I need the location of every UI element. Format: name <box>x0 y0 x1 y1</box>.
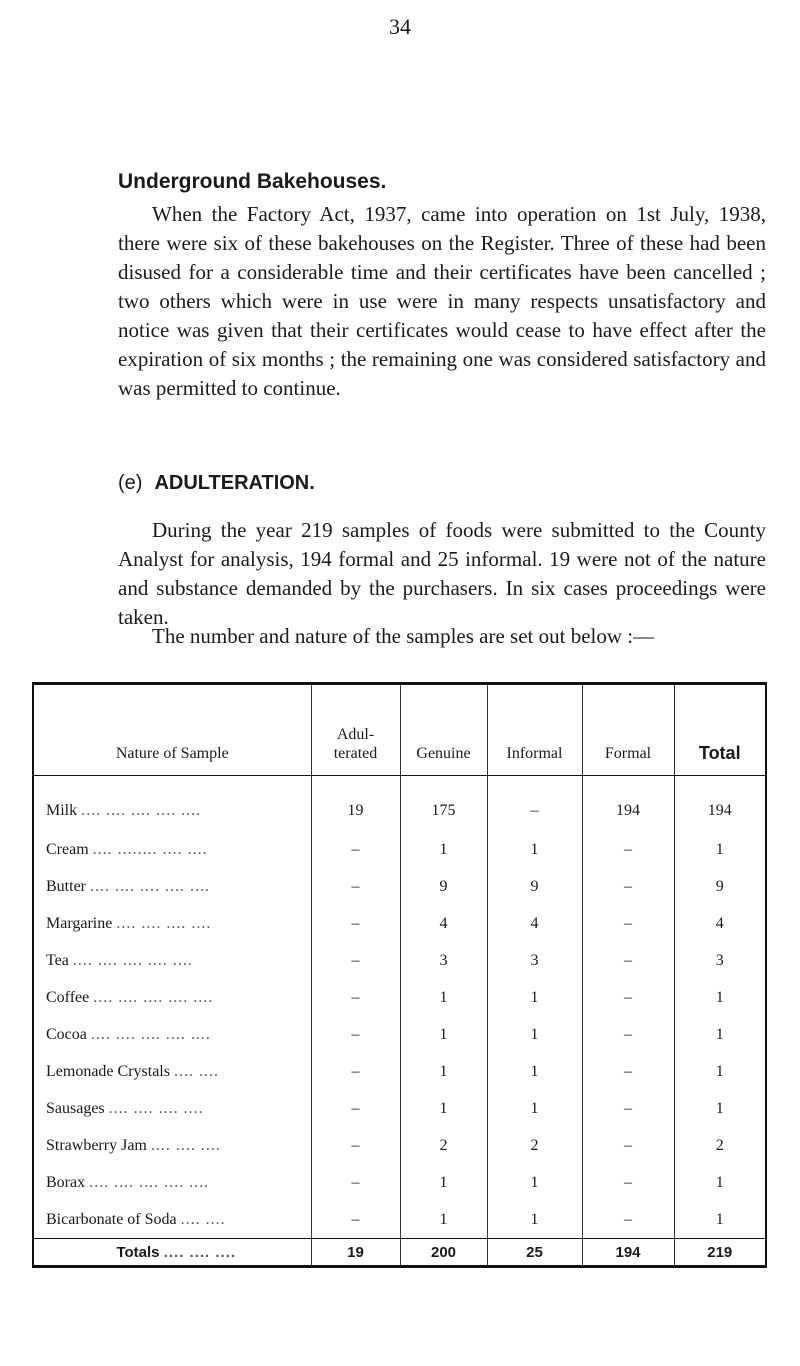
totals-leader: .... .... .... <box>163 1243 237 1261</box>
cell-genuine: 1 <box>400 831 487 868</box>
sample-name-cell <box>33 979 311 1016</box>
cell-informal: – <box>487 776 582 832</box>
bakehouses-paragraph: When the Factory Act, 1937, came into operation on 1st July, 1938, there were six of these bakehouses on the Register. Three of these had been disused for a considerable time and their certificates have been cancelled ; two others which were in use were in many respects unsatisfactory and notice was given that their certificates would cease to have effect after the expiration of six months ; the remaining one was considered satisfactory and was permitted to continue. <box>118 202 766 400</box>
dot-leader: .... .... .... .... .... <box>90 877 210 895</box>
cell-adulterated: – <box>311 868 400 905</box>
table-row <box>33 868 766 905</box>
dot-leader: .... .... .... .... .... <box>81 801 202 819</box>
totals-adulterated: 19 <box>311 1239 400 1267</box>
sample-name-cell <box>33 1053 311 1090</box>
header-formal: Formal <box>582 684 674 776</box>
cell-formal: – <box>582 1164 674 1201</box>
table-row <box>33 831 766 868</box>
cell-formal: – <box>582 1201 674 1239</box>
dot-leader: .... .... .... .... .... <box>93 988 214 1006</box>
table-header-row <box>33 684 766 776</box>
cell-informal: 3 <box>487 942 582 979</box>
cell-genuine: 3 <box>400 942 487 979</box>
dot-leader: .... .... <box>173 1062 219 1080</box>
totals-informal: 25 <box>487 1239 582 1267</box>
header-genuine: Genuine <box>400 684 487 776</box>
header-adulterated <box>311 684 400 776</box>
cell-adulterated: – <box>311 942 400 979</box>
cell-formal: 194 <box>582 776 674 832</box>
dot-leader: .... ........ .... .... <box>92 840 208 858</box>
cell-total: 2 <box>674 1127 766 1164</box>
cell-total: 1 <box>674 1164 766 1201</box>
sample-name-cell <box>33 1127 311 1164</box>
totals-row <box>33 1239 766 1267</box>
sample-name: Tea <box>46 951 69 969</box>
cell-genuine: 1 <box>400 1053 487 1090</box>
sample-name-cell <box>33 831 311 868</box>
cell-total: 4 <box>674 905 766 942</box>
sample-name: Coffee <box>46 988 90 1006</box>
cell-total: 1 <box>674 831 766 868</box>
page-number: 34 <box>389 14 411 39</box>
sample-name-cell <box>33 905 311 942</box>
dot-leader: .... .... .... <box>150 1136 221 1154</box>
cell-informal: 1 <box>487 1090 582 1127</box>
dot-leader: .... .... .... .... <box>108 1099 204 1117</box>
cell-total: 1 <box>674 1201 766 1239</box>
totals-label: Totals <box>116 1243 160 1261</box>
cell-informal: 4 <box>487 905 582 942</box>
sample-name-cell <box>33 868 311 905</box>
table-row <box>33 1053 766 1090</box>
cell-adulterated: – <box>311 1201 400 1239</box>
sample-name-cell <box>33 1201 311 1239</box>
dot-leader: .... .... .... .... .... <box>90 1025 211 1043</box>
cell-genuine: 1 <box>400 1201 487 1239</box>
section-title: ADULTERATION. <box>154 472 315 494</box>
sample-name-cell <box>33 1090 311 1127</box>
sample-name: Borax <box>46 1173 86 1191</box>
cell-genuine: 1 <box>400 1164 487 1201</box>
dot-leader: .... .... .... .... <box>116 914 212 932</box>
table-row <box>33 1090 766 1127</box>
cell-informal: 1 <box>487 831 582 868</box>
cell-informal: 1 <box>487 1201 582 1239</box>
totals-formal: 194 <box>582 1239 674 1267</box>
cell-adulterated: – <box>311 831 400 868</box>
sample-name: Bicarbonate of Soda <box>46 1210 177 1228</box>
header-total: Total <box>674 684 766 776</box>
table-row <box>33 1016 766 1053</box>
cell-formal: – <box>582 1127 674 1164</box>
cell-total: 3 <box>674 942 766 979</box>
section-label: (e) <box>118 472 143 494</box>
sample-name-cell <box>33 942 311 979</box>
sample-name: Margarine <box>46 914 113 932</box>
cell-adulterated: – <box>311 905 400 942</box>
totals-total: 219 <box>674 1239 766 1267</box>
sample-name: Strawberry Jam <box>46 1136 147 1154</box>
sample-name-cell <box>33 1164 311 1201</box>
sample-name: Cream <box>46 840 89 858</box>
header-adulterated-line2: terated <box>333 745 378 762</box>
cell-genuine: 1 <box>400 979 487 1016</box>
totals-label-cell <box>33 1239 311 1267</box>
sample-name: Sausages <box>46 1099 105 1117</box>
sample-name-cell <box>33 776 311 832</box>
cell-adulterated: 19 <box>311 776 400 832</box>
cell-informal: 1 <box>487 979 582 1016</box>
cell-total: 194 <box>674 776 766 832</box>
cell-informal: 1 <box>487 1016 582 1053</box>
table-row <box>33 979 766 1016</box>
cell-formal: – <box>582 1053 674 1090</box>
cell-informal: 2 <box>487 1127 582 1164</box>
cell-total: 1 <box>674 1090 766 1127</box>
table-row <box>33 1201 766 1239</box>
cell-formal: – <box>582 831 674 868</box>
cell-genuine: 175 <box>400 776 487 832</box>
cell-total: 1 <box>674 1053 766 1090</box>
adulteration-heading <box>118 472 315 495</box>
cell-adulterated: – <box>311 1127 400 1164</box>
cell-formal: – <box>582 1090 674 1127</box>
cell-formal: – <box>582 979 674 1016</box>
cell-genuine: 2 <box>400 1127 487 1164</box>
bakehouses-heading: Underground Bakehouses. <box>118 170 387 193</box>
totals-genuine: 200 <box>400 1239 487 1267</box>
sample-name: Cocoa <box>46 1025 87 1043</box>
sample-name-cell <box>33 1016 311 1053</box>
table-row <box>33 1127 766 1164</box>
cell-formal: – <box>582 905 674 942</box>
cell-adulterated: – <box>311 979 400 1016</box>
cell-formal: – <box>582 868 674 905</box>
cell-genuine: 9 <box>400 868 487 905</box>
cell-total: 9 <box>674 868 766 905</box>
cell-genuine: 1 <box>400 1090 487 1127</box>
cell-informal: 1 <box>487 1053 582 1090</box>
dot-leader: .... .... .... .... .... <box>89 1173 210 1191</box>
cell-total: 1 <box>674 979 766 1016</box>
sample-name: Lemonade Crystals <box>46 1062 170 1080</box>
sample-name: Milk <box>46 801 78 819</box>
table-row <box>33 905 766 942</box>
samples-intro: The number and nature of the samples are set out below :— <box>152 624 655 648</box>
cell-adulterated: – <box>311 1053 400 1090</box>
cell-adulterated: – <box>311 1164 400 1201</box>
cell-informal: 1 <box>487 1164 582 1201</box>
table-row <box>33 1164 766 1201</box>
cell-adulterated: – <box>311 1016 400 1053</box>
cell-total: 1 <box>674 1016 766 1053</box>
adulteration-paragraph: During the year 219 samples of foods were submitted to the County Analyst for analysis, 194 formal and 25 informal. 19 were not of the nature and substance demanded by the purchasers. In six cases proceedings were taken. <box>118 518 766 629</box>
cell-genuine: 4 <box>400 905 487 942</box>
table-row <box>33 776 766 832</box>
table-row <box>33 942 766 979</box>
samples-table <box>32 682 767 1268</box>
dot-leader: .... .... .... .... .... <box>72 951 193 969</box>
cell-formal: – <box>582 942 674 979</box>
cell-informal: 9 <box>487 868 582 905</box>
header-adulterated-line1: Adul- <box>336 726 375 743</box>
cell-formal: – <box>582 1016 674 1053</box>
cell-adulterated: – <box>311 1090 400 1127</box>
dot-leader: .... .... <box>180 1210 226 1228</box>
header-nature: Nature of Sample <box>33 684 311 776</box>
header-informal: Informal <box>487 684 582 776</box>
cell-genuine: 1 <box>400 1016 487 1053</box>
sample-name: Butter <box>46 877 86 895</box>
